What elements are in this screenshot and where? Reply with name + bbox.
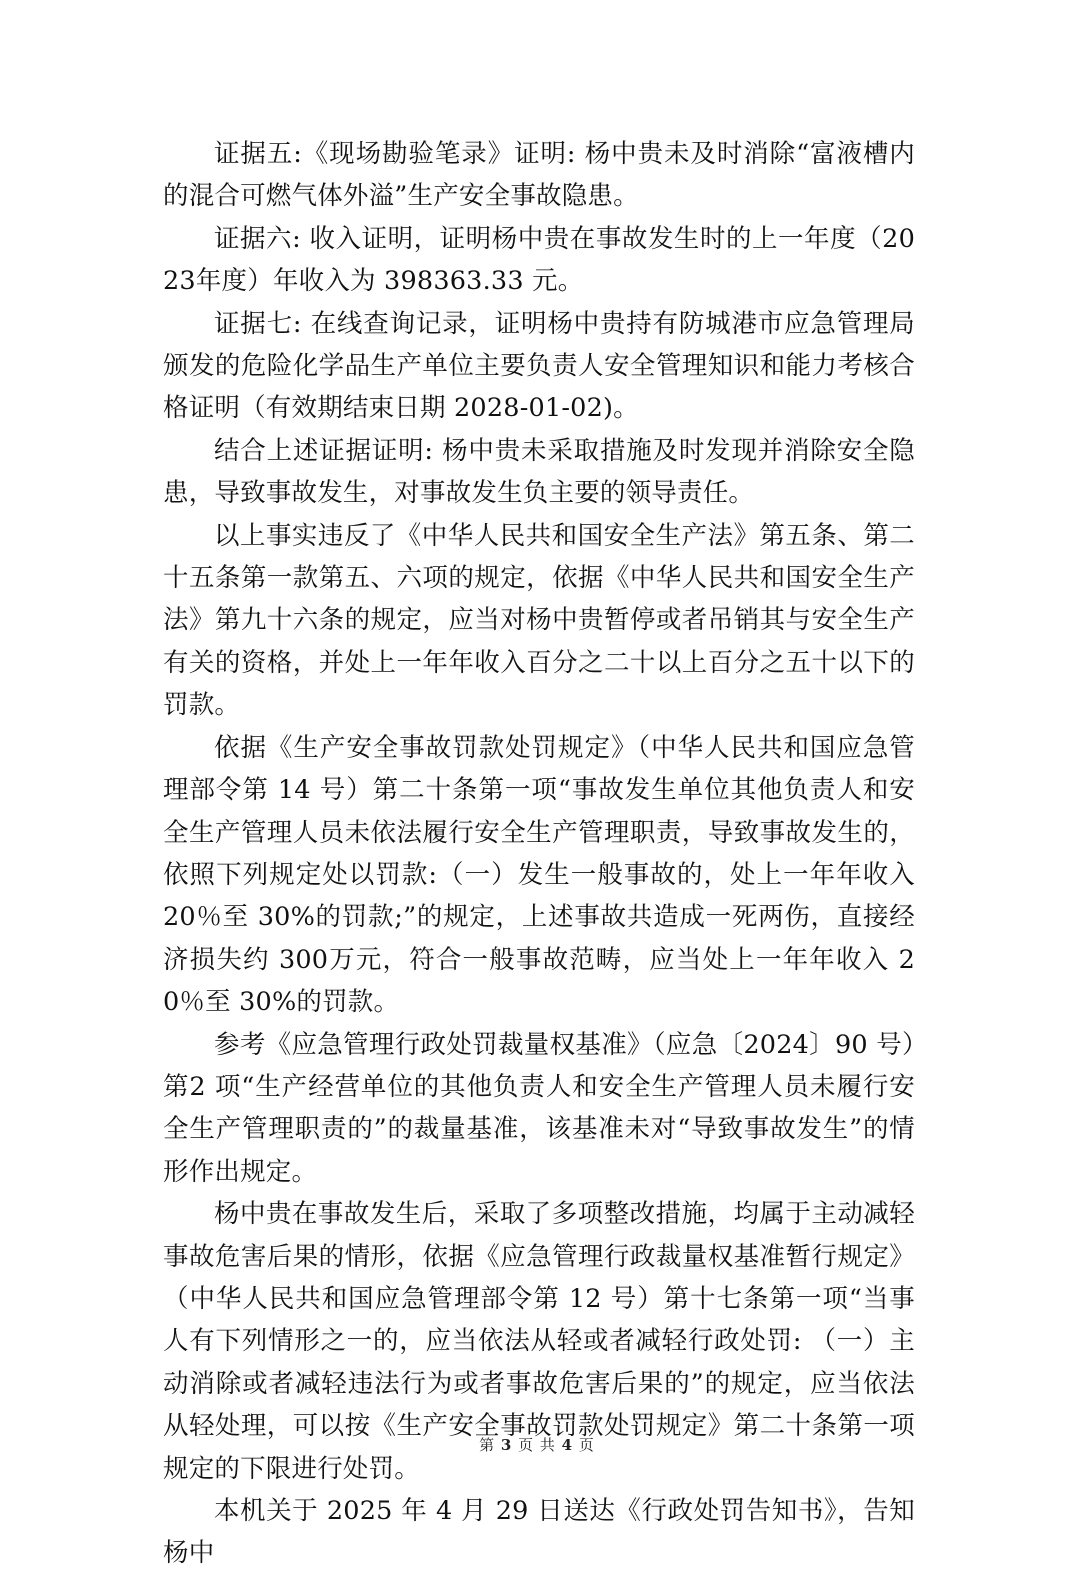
footer-middle: 页 共 bbox=[518, 1436, 556, 1454]
footer-current-page: 3 bbox=[500, 1436, 513, 1454]
paragraph-conclusion: 结合上述证据证明: 杨中贵未采取措施及时发现并消除安全隐患，导致事故发生，对事故发生负主要的领导责任。 bbox=[163, 435, 915, 509]
footer-suffix: 页 bbox=[578, 1436, 595, 1454]
paragraph-mitigation: 杨中贵在事故发生后，采取了多项整改措施，均属于主动减轻事故危害后果的情形，依据《应急管理行政裁量权基准暂行规定》（中华人民共和国应急管理部令第 12 号）第十七条第一项“当事人有下列情形之一的，应当依法从轻或者减轻行政处罚: （一）主动消除或者减轻违法行为或者事故危害后果的”的规定，应当依法从轻处理，可以按《生产安全事故罚款处罚规定》第二十条第一项规定的下限进行处罚。 bbox=[163, 1199, 915, 1484]
footer-total-pages: 4 bbox=[561, 1436, 574, 1454]
paragraph-discretion-reference: 参考《应急管理行政处罚裁量权基准》（应急〔2024〕90 号）第2 项“生产经营单位的其他负责人和安全生产管理人员未履行安全生产管理职责的”的裁量基准，该基准未对“导致事故发生”的情形作出规定。 bbox=[163, 1029, 915, 1187]
paragraph-evidence-7: 证据七: 在线查询记录，证明杨中贵持有防城港市应急管理局颁发的危险化学品生产单位主要负责人安全管理知识和能力考核合格证明（有效期结束日期 2028-01-02)。 bbox=[163, 308, 915, 424]
paragraph-violation: 以上事实违反了《中华人民共和国安全生产法》第五条、第二十五条第一款第五、六项的规定，依据《中华人民共和国安全生产法》第九十六条的规定，应当对杨中贵暂停或者吊销其与安全生产有关的资格，并处上一年年收入百分之二十以上百分之五十以下的罚款。 bbox=[163, 520, 915, 721]
footer-prefix: 第 bbox=[479, 1436, 496, 1454]
document-body bbox=[163, 133, 915, 1575]
paragraph-evidence-6: 证据六: 收入证明，证明杨中贵在事故发生时的上一年度（2023年度）年收入为 398363.33 元。 bbox=[163, 223, 915, 297]
page-footer bbox=[0, 1434, 1074, 1455]
paragraph-evidence-5: 证据五:《现场勘验笔录》证明: 杨中贵未及时消除“富液槽内的混合可燃气体外溢”生产安全事故隐患。 bbox=[163, 139, 915, 212]
paragraph-notice: 本机关于 2025 年 4 月 29 日送达《行政处罚告知书》，告知杨中 bbox=[163, 1496, 915, 1569]
paragraph-penalty-basis: 依据《生产安全事故罚款处罚规定》（中华人民共和国应急管理部令第 14 号）第二十条第一项“事故发生单位其他负责人和安全生产管理人员未依法履行安全生产管理职责，导致事故发生的，依照下列规定处以罚款:（一）发生一般事故的，处上一年年收入 20％至 30%的罚款;”的规定，上述事故共造成一死两伤，直接经济损失约 300万元，符合一般事故范畴，应当处上一年年收入 20％至 30%的罚款。 bbox=[163, 732, 915, 1018]
